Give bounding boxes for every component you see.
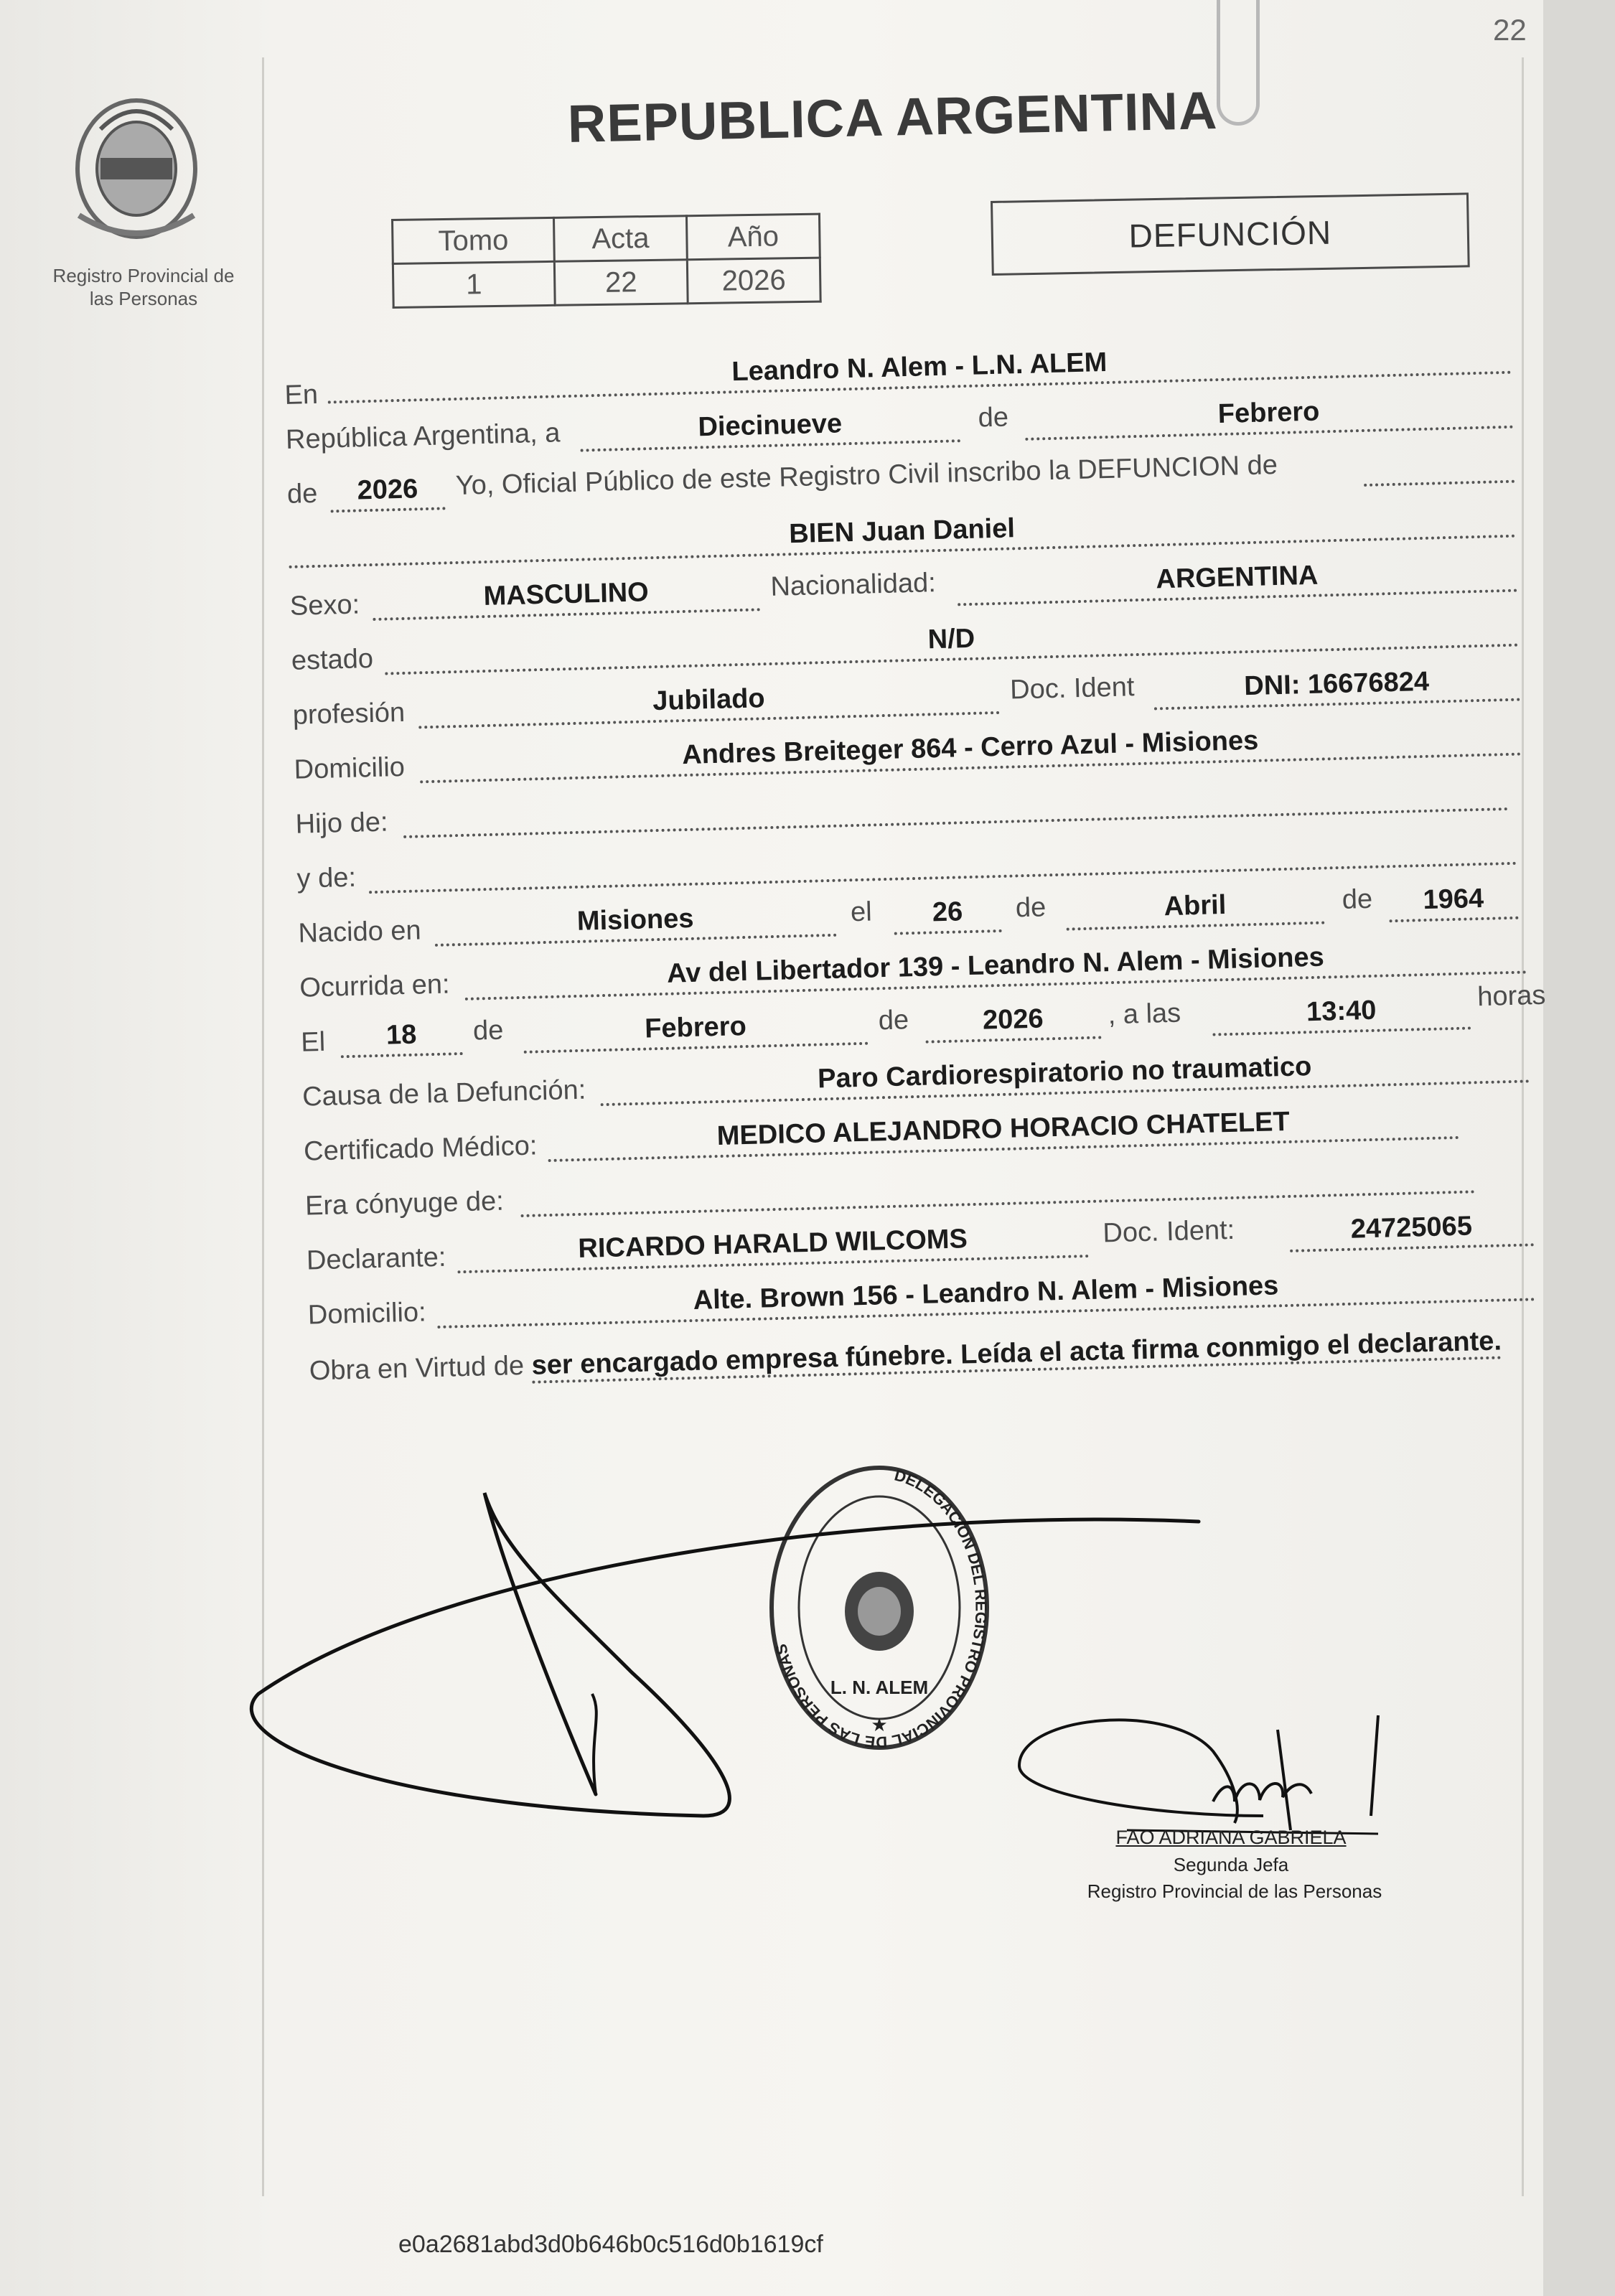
ocurrida-field: Av del Libertador 139 - Leandro N. Alem - Misiones — [464, 934, 1527, 1000]
paper-clip — [1217, 0, 1260, 126]
alas-label: , a las — [1108, 998, 1181, 1031]
yde-label: y de: — [296, 862, 357, 894]
sexo-field: MASCULINO — [372, 572, 760, 621]
certificado-field: MEDICO ALEJANDRO HORACIO CHATELET — [547, 1100, 1459, 1162]
def-de2-label: de — [878, 1005, 909, 1036]
decl-domicilio-label: Domicilio: — [307, 1297, 427, 1331]
doc-field: DNI: 16676824 — [1153, 662, 1520, 711]
signature-role: Segunda Jefa — [1173, 1854, 1289, 1875]
def-dia-field: 18 — [340, 1016, 463, 1058]
dia-field: Diecinueve — [579, 403, 960, 451]
en-label: En — [284, 379, 319, 411]
doc-label: Doc. Ident — [1009, 672, 1135, 706]
nacido-label: Nacido en — [297, 915, 422, 949]
margin-line-left — [262, 57, 264, 2196]
domicilio-label: Domicilio — [294, 751, 406, 785]
stamp-ring-text: DELEGACION DEL REGISTRO PROVINCIAL DE LAS PERSONAS — [772, 1466, 991, 1752]
republica-label: República Argentina, a — [285, 418, 561, 455]
nac-anio-field: 1964 — [1388, 881, 1518, 923]
el-label: el — [850, 896, 873, 928]
acta-value: 22 — [554, 260, 688, 306]
domicilio-field: Andres Breiteger 864 - Cerro Azul - Misiones — [419, 717, 1522, 784]
page-title: REPUBLICA ARGENTINA — [567, 80, 1219, 154]
nombre-field: BIEN Juan Daniel — [288, 499, 1516, 568]
oficial-dots — [1363, 444, 1515, 487]
province-crest-icon — [57, 72, 215, 251]
record-table-header: Año — [686, 214, 820, 260]
nacido-field: Misiones — [434, 898, 837, 947]
registry-caption: Registro Provincial de las Personas — [52, 265, 235, 309]
signature-name: FAO ADRIANA GABRIELA — [1115, 1827, 1347, 1848]
record-table-header: Tomo — [393, 217, 555, 263]
de-label: de — [978, 402, 1009, 434]
obra-text: ser encargado empresa fúnebre. Leída el acta firma conmigo el declarante. — [531, 1326, 1502, 1384]
declarante-label: Declarante: — [306, 1242, 446, 1276]
page-number: 22 — [1493, 13, 1527, 47]
el2-label: El — [300, 1026, 326, 1058]
causa-field: Paro Cardiorespiratorio no traumatico — [599, 1044, 1530, 1106]
estado-label: estado — [291, 643, 374, 676]
signature-office: Registro Provincial de las Personas — [1087, 1880, 1382, 1902]
anio-field: 2026 — [329, 471, 445, 512]
profesion-field: Jubilado — [418, 675, 1000, 728]
decl-domicilio-field: Alte. Brown 156 - Leandro N. Alem - Misiones — [436, 1262, 1535, 1329]
nac-dia-field: 26 — [893, 894, 1001, 935]
def-mes-field: Febrero — [523, 1006, 868, 1054]
tomo-value: 1 — [393, 261, 555, 307]
oficial-text: Yo, Oficial Público de este Registro Civil inscribo la DEFUNCION de — [455, 450, 1278, 501]
estado-field: N/D — [384, 608, 1519, 675]
hijo-label: Hijo de: — [295, 807, 389, 840]
causa-label: Causa de la Defunción: — [301, 1074, 586, 1112]
sexo-label: Sexo: — [289, 589, 360, 622]
obra-label: Obra en Virtud de — [309, 1350, 525, 1387]
decl-doc-label: Doc. Ident: — [1102, 1214, 1235, 1249]
anio-value: 2026 — [687, 258, 820, 304]
def-anio-field: 2026 — [924, 1000, 1101, 1043]
record-table-header: Acta — [553, 216, 687, 262]
mes-field: Febrero — [1024, 390, 1513, 441]
profesion-label: profesión — [292, 697, 406, 731]
def-de-label: de — [472, 1015, 504, 1046]
ocurrida-label: Ocurrida en: — [299, 969, 451, 1003]
nacionalidad-field: ARGENTINA — [957, 553, 1517, 606]
stamp-city: L. N. ALEM — [830, 1677, 929, 1698]
conyuge-label: Era cónyuge de: — [304, 1186, 505, 1222]
lugar-field: Leandro N. Alem - L.N. ALEM — [327, 335, 1512, 404]
decl-doc-field: 24725065 — [1289, 1207, 1534, 1252]
nac-de2-label: de — [1342, 884, 1373, 915]
anio-label: de — [286, 478, 318, 510]
official-signature — [1005, 1708, 1407, 1845]
record-type-box: DEFUNCIÓN — [991, 192, 1470, 276]
record-table — [391, 213, 822, 309]
nac-de-label: de — [1015, 892, 1047, 924]
stamp-star-icon: ★ — [871, 1714, 888, 1735]
nacionalidad-label: Nacionalidad: — [769, 568, 937, 602]
document-hash: e0a2681abd3d0b646b0c516d0b1619cf — [398, 2231, 823, 2258]
certificado-label: Certificado Médico: — [303, 1130, 538, 1167]
hora-field: 13:40 — [1212, 990, 1471, 1036]
horas-label: horas — [1476, 980, 1546, 1013]
nac-mes-field: Abril — [1065, 886, 1324, 931]
certificate-form — [284, 320, 1558, 1392]
declarante-field: RICARDO HARALD WILCOMS — [457, 1219, 1089, 1273]
